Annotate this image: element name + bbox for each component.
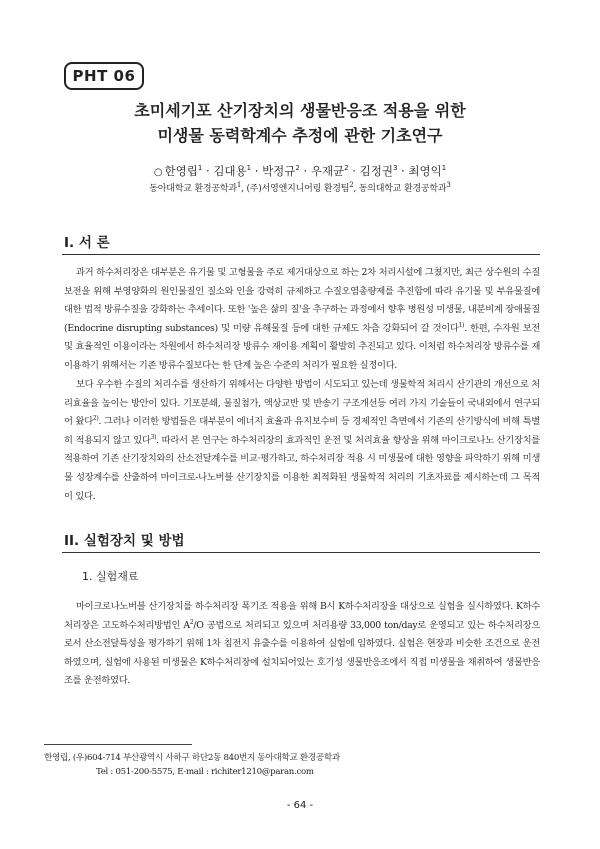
affiliation-index: 1 xyxy=(236,181,242,189)
author-separator: · xyxy=(299,164,311,178)
author-list xyxy=(40,163,560,179)
author-affiliation-index: 1 xyxy=(441,164,447,173)
author-separator: · xyxy=(348,164,360,178)
footnote-address: 한영립, (우)604-714 부산광역시 사하구 하단2동 840번지 동아대학교 환경공학과 xyxy=(44,753,340,763)
methods-paragraph-1: 마이크로나노버블 산기장치를 하수처리장 폭기조 적용을 위해 B시 K하수처리장을 대상으로 실험을 실시하였다. K하수처리장은 고도하수처리방법인 $A^2/O$ 공법으로 처리되고 있으며 처리용량 33,000 ton/day로 운영되고 있는 하수처리장으로서 산소전달특성을 평가하기 위해 1차 침전지 유출수를 이용하여 실험에 임하였다. 실험은 현장과 비슷한 조건으로 운전하였으며, 실험에 사용된 미생물은 K하수처리장에 설치되어있는 호기성 생물반응조에서 직접 미생물을 채취하여 생물반응조를 운전하였다. xyxy=(64,601,540,687)
author-separator: · xyxy=(397,164,409,178)
affiliation-name: (주)서영엔지니어링 환경팀$^2$ xyxy=(246,181,354,194)
paper-title-line-1: 초미세기포 산기장치의 생물반응조 적용을 위한 xyxy=(134,101,466,120)
intro-paragraph-1: 과거 하수처리장은 대부분은 유기물 및 고형물을 주로 제거대상으로 하는 2차 처리시설에 그쳤지만, 최근 상수원의 수질보전을 위해 부영양화의 원인물질인 질소와 인을 강력히 규제하고 수질오염총량제를 추진함에 따라 유기물 및 부유물질에 대한 법적 방류수질을 강화하는 추세이다. 또한 '높은 삶의 질'을 추구하는 과정에서 향후 병원성 미생물, 내분비계 장애물질(Endocrine disrupting substances) 및 미량 유해물질 등에 대한 규제도 차츰 강화되어 갈 것이다$^{1)}$. 한편, 수자원 보전 및 효율적인 이용이라는 차원에서 하수처리장 방류수 재이용 계획이 활발히 추진되고 있다. 이처럼 하수처리장 방류수를 재이용하기 위해서는 기존 방류수질보다는 한 단계 높은 수준의 처리가 필요한 실정이다. xyxy=(64,267,540,371)
author-name: 최영익$^1$ xyxy=(408,164,447,178)
session-badge: PHT 06 xyxy=(64,62,144,90)
author-affiliation-index: 3 xyxy=(392,164,398,173)
affiliation-separator: , xyxy=(353,184,359,194)
author-name: 우재균$^2$ xyxy=(310,164,349,178)
author-affiliation-index: 1 xyxy=(197,164,203,173)
section-heading-methods: II. 실험장치 및 방법 xyxy=(64,533,185,549)
presenter-marker: ○ xyxy=(153,167,163,178)
intro-paragraph-2: 보다 우수한 수질의 처리수를 생산하기 위해서는 다양한 방법이 시도되고 있는데 생물학적 처리시 산기관의 개선으로 처리효율을 높이는 방안이 있다. 기포분쇄, 물질첨가, 액상교반 및 반송기 구조개선등 여러 가지 기술들이 국내외에서 연구되어 왔다$^{2)}$. 그러나 이러한 방법들은 대부분이 에너지 효율과 유지보수비 등 경제적인 측면에서 기존의 산기방식에 비해 특별히 적용되지 않고 있다$^{3)}$. 따라서 본 연구는 하수처리장의 효과적인 운전 및 처리효율 향상을 위해 마이크로나노 산기장치를 적용하여 기존 산기장치와의 산소전달계수를 비교·평가하고, 하수처리장 적용 시 미생물에 대한 영향을 파악하기 위해 미생물 성장계수를 산출하여 마이크로-나노버블 산기장치를 이용한 최적화된 생물학적 처리의 기초자료를 제시하는데 그 목적이 있다. xyxy=(64,379,540,502)
author-name: 김정권$^3$ xyxy=(359,164,398,178)
section-heading-introduction: I. 서 론 xyxy=(64,235,110,251)
author-name: 김대용$^1$ xyxy=(213,164,252,178)
affiliation-list xyxy=(40,181,560,194)
affiliation-separator: , xyxy=(241,184,247,194)
affiliation-index: 2 xyxy=(349,181,354,189)
section-divider xyxy=(62,552,540,553)
author-separator: · xyxy=(202,164,214,178)
author-name: 박정규$^2$ xyxy=(262,164,300,178)
author-separator: · xyxy=(251,164,263,178)
affiliation-name: 동아대학교 환경공학과$^1$ xyxy=(149,181,242,194)
affiliation-index: 3 xyxy=(446,181,451,189)
page-number: - 64 - xyxy=(286,800,314,811)
footnote-contact: Tel : 051-200-5575, E-mail : richiter1210@paran.com xyxy=(96,767,314,777)
footnote xyxy=(44,751,340,779)
subsection-heading-materials: 1. 실험재료 xyxy=(82,570,139,583)
paper-title-line-2: 미생물 동력학계수 추정에 관한 기초연구 xyxy=(157,126,443,145)
footnote-divider xyxy=(44,744,192,745)
author-affiliation-index: 2 xyxy=(344,164,349,173)
author-affiliation-index: 1 xyxy=(246,164,252,173)
affiliation-name: 동의대학교 환경공학과$^3$ xyxy=(358,181,451,194)
author-name: 한영립$^1$ xyxy=(164,164,203,178)
author-affiliation-index: 2 xyxy=(295,164,300,173)
section-divider xyxy=(62,254,540,255)
